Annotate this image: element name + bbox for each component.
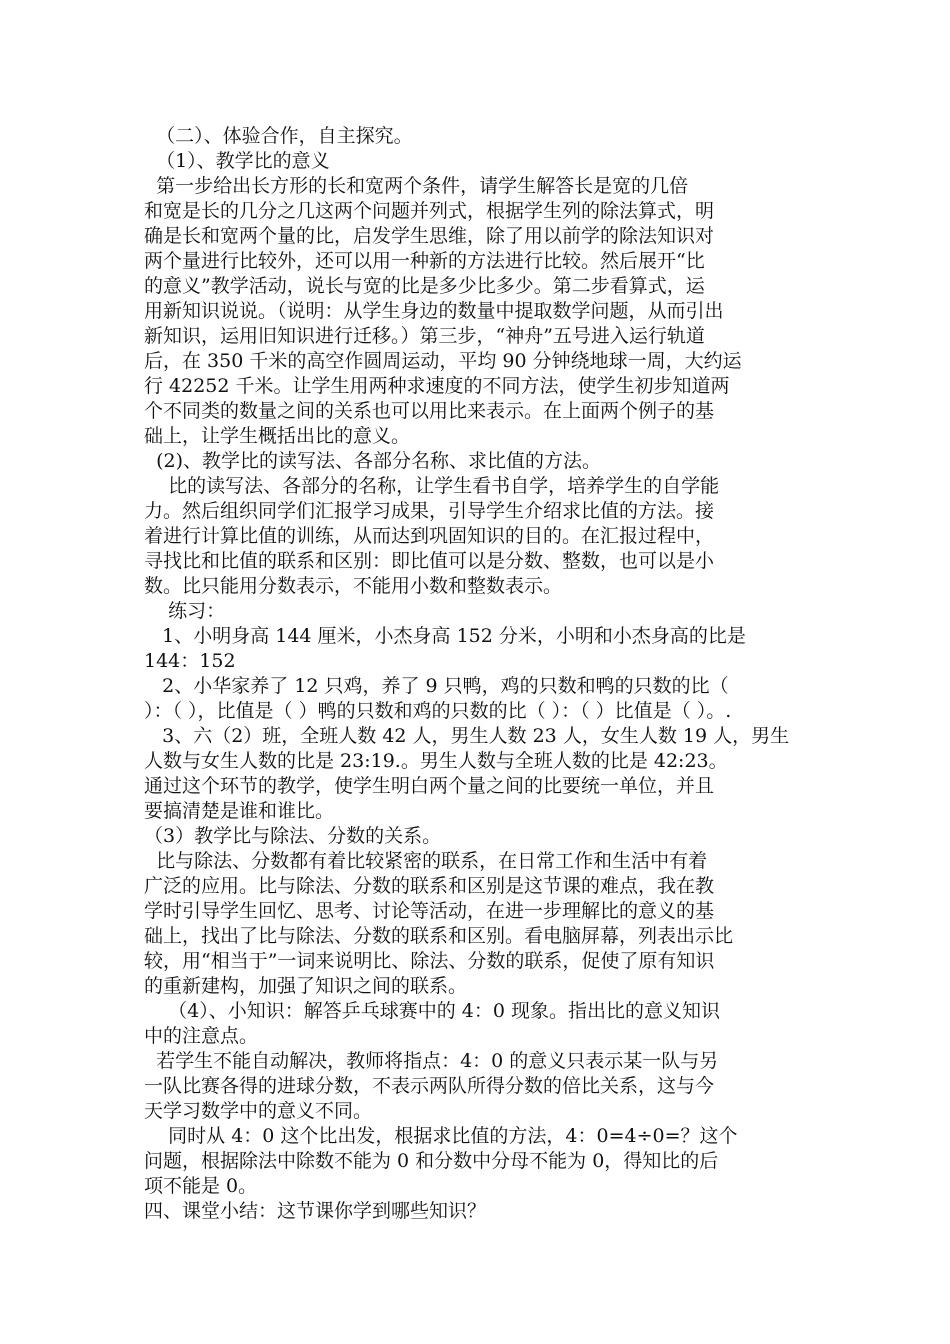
text-line: 中的注意点。 [144, 1025, 259, 1047]
text-line: 础上，找出了比与除法、分数的联系和区别。看电脑屏幕，列表出示比 [144, 925, 734, 947]
text-line: 础上，让学生概括出比的意义。 [144, 425, 411, 447]
document-body [144, 124, 814, 1224]
text-line: 问题，根据除法中除数不能为 0 和分数中分母不能为 0，得知比的后 [144, 1150, 719, 1172]
text-line: 要搞清楚是谁和谁比。 [144, 800, 335, 822]
text-line: 练习： [144, 600, 226, 622]
text-line: (2)、教学比的读写法、各部分名称、求比值的方法。 [144, 450, 602, 472]
text-line: 四、课堂小结：这节课你学到哪些知识？ [144, 1200, 487, 1222]
text-line: 寻找比和比值的联系和区别：即比值可以是分数、整数，也可以是小 [144, 550, 715, 572]
text-line: 第一步给出长方形的长和宽两个条件，请学生解答长是宽的几倍 [144, 175, 689, 197]
text-line: （4）、小知识：解答乒乓球赛中的 4：0 现象。指出比的意义知识 [144, 1000, 721, 1022]
text-line: 着进行计算比值的训练，从而达到巩固知识的目的。在汇报过程中， [144, 525, 715, 547]
text-line: 2、小华家养了 12 只鸡，养了 9 只鸭，鸡的只数和鸭的只数的比（ [144, 675, 729, 697]
text-line: 的意义”教学活动，说长与宽的比是多少比多少。第二步看算式，运 [144, 275, 705, 297]
text-line: 1、小明身高 144 厘米，小杰身高 152 分米，小明和小杰身高的比是 [144, 625, 746, 647]
text-line: 比的读写法、各部分的名称，让学生看书自学，培养学生的自学能 [144, 475, 720, 497]
text-line: 同时从 4：0 这个比出发，根据求比值的方法，4：0=4÷0=？这个 [144, 1125, 738, 1147]
text-line: 学时引导学生回忆、思考、讨论等活动，在进一步理解比的意义的基 [144, 900, 715, 922]
text-line: ）：（ ），比值是（ ）鸭的只数和鸡的只数的比（ ）：（ ）比值是（ ）。. [144, 700, 732, 722]
text-line: 若学生不能自动解决，教师将指点：4：0 的意义只表示某一队与另 [144, 1050, 719, 1072]
text-line: 个不同类的数量之间的关系也可以用比来表示。在上面两个例子的基 [144, 400, 715, 422]
text-line: （1）、教学比的意义 [144, 150, 330, 172]
text-line: 后，在 350 千米的高空作圆周运动，平均 90 分钟绕地球一周，大约运 [144, 350, 742, 372]
text-line: （3）教学比与除法、分数的关系。 [144, 825, 442, 847]
text-line: 数。比只能用分数表示，不能用小数和整数表示。 [144, 575, 563, 597]
text-line: 人数与女生人数的比是 23:19.。男生人数与全班人数的比是 42:23。 [144, 750, 728, 772]
text-line: 两个量进行比较外，还可以用一种新的方法进行比较。然后展开“比 [144, 250, 705, 272]
text-line: （二）、体验合作，自主探究。 [144, 125, 413, 147]
text-line: 通过这个环节的教学，使学生明白两个量之间的比要统一单位，并且 [144, 775, 715, 797]
text-line: 项不能是 0。 [144, 1175, 258, 1197]
text-line: 用新知识说说。（说明：从学生身边的数量中提取数学问题，从而引出 [144, 300, 724, 322]
text-line: 3、六（2）班，全班人数 42 人，男生人数 23 人，女生人数 19 人，男生 [144, 725, 790, 747]
text-line: 力。然后组织同学们汇报学习成果，引导学生介绍求比值的方法。接 [144, 500, 715, 522]
text-line: 一队比赛各得的进球分数，不表示两队所得分数的倍比关系，这与今 [144, 1075, 715, 1097]
text-line: 144：152 [144, 650, 236, 672]
text-line: 广泛的应用。比与除法、分数的联系和区别是这节课的难点，我在教 [144, 875, 715, 897]
text-line: 和宽是长的几分之几这两个问题并列式，根据学生列的除法算式，明 [144, 200, 715, 222]
text-line: 新知识，运用旧知识进行迁移。）第三步，“神舟”五号进入运行轨道 [144, 325, 705, 347]
text-line: 比与除法、分数都有着比较紧密的联系，在日常工作和生活中有着 [144, 850, 708, 872]
text-line: 行 42252 千米。让学生用两种求速度的不同方法，使学生初步知道两 [144, 375, 730, 397]
text-line: 确是长和宽两个量的比，启发学生思维，除了用以前学的除法知识对 [144, 225, 715, 247]
text-line: 的重新建构，加强了知识之间的联系。 [144, 975, 468, 997]
text-line: 较，用“相当于”一词来说明比、除法、分数的联系，促使了原有知识 [144, 950, 715, 972]
text-line: 天学习数学中的意义不同。 [144, 1100, 373, 1122]
